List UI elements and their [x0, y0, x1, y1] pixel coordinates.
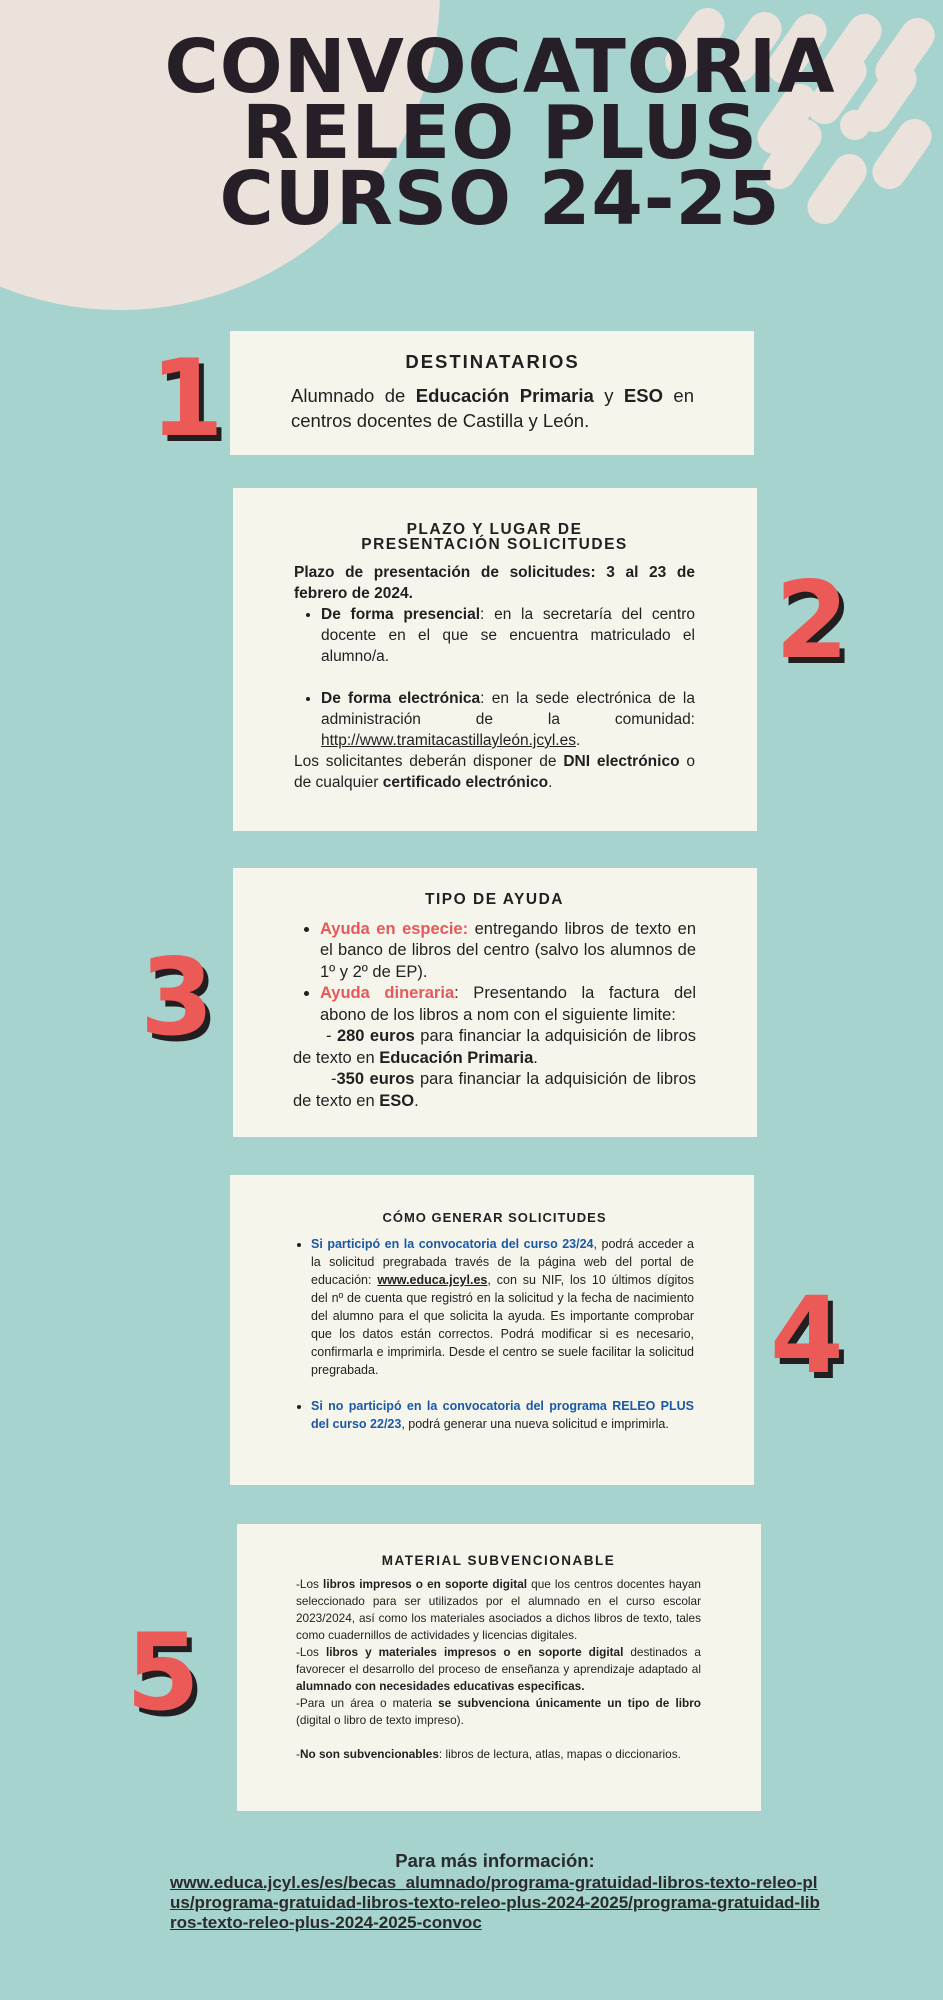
section-text: Alumnado de Educación Primaria y ESO en centros docentes de Castilla y León.: [291, 385, 695, 431]
material-paragraph: -No son subvencionables: libros de lectura, atlas, mapas o diccionarios.: [296, 1747, 681, 1761]
limit-primaria: - 280 euros para financiar la adquisición de libros de texto en Educación Primaria.: [293, 1027, 697, 1067]
generate-list: [295, 1235, 694, 1433]
presentation-list: [294, 604, 695, 751]
step-number-3: 3: [140, 936, 214, 1059]
section-heading: DESTINATARIOS: [405, 351, 580, 372]
card-material: [237, 1524, 761, 1811]
card-plazo: [233, 488, 757, 831]
list-item: • De forma presencial: en la secretaría del centro docente en el que se encuentra matriculado el alumno/a.: [321, 604, 695, 667]
aid-type-list: [293, 919, 696, 1027]
list-item: • Ayuda dineraria: Presentando la factura del abono de los libros a nom con el siguiente limite:: [320, 983, 696, 1026]
list-item: • Si participó en la convocatoria del curso 23/24, podrá acceder a la solicitud pregrabada través de la página web del portal de educación: www.educa.jcyl.es, con su NIF, los 10 últimos dígitos del nº de cuenta que registró en la solicitud y la fecha de nacimiento del alumno para el que solicita la ayuda. Es importante comprobar que los datos están correctos. Podrá modificar si es necesario, confirmarla e imprimirla. Desde el centro se suele facilitar la solicitud pregrabada.: [311, 1235, 694, 1379]
step-number-4: 4: [770, 1274, 844, 1397]
section-heading: CÓMO GENERAR SOLICITUDES: [382, 1210, 607, 1225]
list-item: • De forma electrónica: en la sede electrónica de la administración de la comunidad: http://www.tramitacastillayleón.jcyl.es.: [321, 688, 695, 751]
more-info-heading: Para más información:: [395, 1850, 595, 1871]
section-heading: MATERIAL SUBVENCIONABLE: [381, 1553, 616, 1568]
material-paragraph: -Para un área o materia se subvenciona únicamente un tipo de libro (digital o libro de texto impreso).: [296, 1696, 701, 1727]
card-generar-solicitudes: [230, 1175, 754, 1485]
page-title: CONVOCATORIA RELEO PLUS CURSO 24-25: [164, 24, 836, 242]
more-info: [170, 1851, 820, 1933]
deadline-text: Plazo de presentación de solicitudes: 3 al 23 de febrero de 2024.: [294, 564, 695, 602]
step-number-2: 2: [775, 559, 849, 682]
sede-electronica-link[interactable]: http://www.tramitacastillayleón.jcyl.es: [321, 732, 576, 749]
more-info-link[interactable]: www.educa.jcyl.es/es/becas_alumnado/programa-gratuidad-libros-texto-releo-plus/programa-gratuidad-libros-texto-releo-plus-2024-2025/programa-gratuidad-libros-texto-releo-plus-2024-2025-convoc: [170, 1873, 820, 1932]
material-paragraph: -Los libros y materiales impresos o en soporte digital destinados a favorecer el desarrollo del proceso de enseñanza y aprendizaje adaptado al alumnado con necesidades educativas especificas.: [296, 1645, 701, 1693]
limit-eso: -350 euros para financiar la adquisición de libros de texto en ESO.: [293, 1070, 697, 1110]
card-tipo-ayuda: [233, 868, 757, 1137]
material-paragraph: -Los libros impresos o en soporte digital que los centros docentes hayan seleccionado para ser utilizados por el alumnado en el curso escolar 2023/2024, así como los materiales asociados a dichos libros de texto, tales como cuadernillos de actividades y licencias digitales.: [296, 1577, 701, 1642]
section-heading: TIPO DE AYUDA: [425, 891, 564, 908]
requirements-text: Los solicitantes deberán disponer de DNI electrónico o de cualquier certificado electrónico.: [294, 753, 695, 791]
section-heading: PLAZO Y LUGAR DE PRESENTACIÓN SOLICITUDES: [361, 521, 628, 553]
step-number-1: 1: [150, 337, 224, 460]
list-item: • Ayuda en especie: entregando libros de texto en el banco de libros del centro (salvo los alumnos de 1º y 2º de EP).: [320, 919, 696, 984]
educa-link[interactable]: www.educa.jcyl.es: [377, 1273, 488, 1287]
card-destinatarios: [230, 331, 754, 455]
list-item: • Si no participó en la convocatoria del programa RELEO PLUS del curso 22/23, podrá generar una nueva solicitud e imprimirla.: [311, 1397, 694, 1433]
step-number-5: 5: [126, 1611, 200, 1734]
